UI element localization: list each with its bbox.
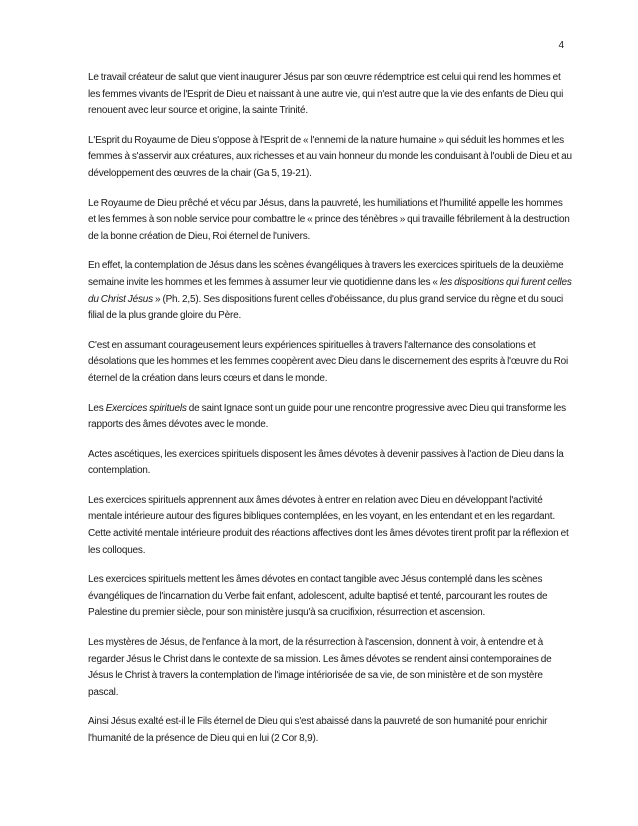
paragraph-text: Les exercices spirituels apprennent aux âmes dévotes à entrer en relation avec Dieu en développant l'activité mentale intérieure autour des figures bibliques contemplées, en les voyant, en les entendant et en les regardant. Cette activité mentale intérieure produit des réactions affectives dont les âmes dévotes tirent profit par la réflexion et les colloques. (88, 494, 569, 556)
paragraph-text: Les exercices spirituels mettent les âmes dévotes en contact tangible avec Jésus contemplé dans les scènes évangéliques de l'incarnation du Verbe fait enfant, adolescent, adulte baptisé et tenté, parcourant les routes de Palestine du premier siècle, pour son ministère jusqu'à sa crucifixion, résurrection et ascension. (88, 574, 548, 619)
paragraph-text: de saint Ignace sont un guide pour une rencontre progressive avec Dieu qui transforme les rapports des âmes dévotes avec le monde. (88, 402, 566, 431)
paragraph-text: Actes ascétiques, les exercices spirituels disposent les âmes dévotes à devenir passives à l'action de Dieu dans la contemplation. (88, 448, 564, 477)
paragraph-text: En effet, la contemplation de Jésus dans les scènes évangéliques à travers les exercices spirituels de la deuxième semaine invite les hommes et les femmes à assumer leur vie quotidienne dans les « (88, 260, 564, 288)
paragraph-text: C'est en assumant courageusement leurs expériences spirituelles à travers l'alternance des consolations et désolations que les hommes et les femmes coopèrent avec Dieu dans le discernement des esprits à l'œuvre du Roi éternel de la création dans leurs cœurs et dans le monde. (88, 339, 569, 384)
paragraph (88, 338, 572, 388)
paragraph (88, 493, 572, 559)
paragraph-text: » (Ph. 2,5). Ses dispositions furent celles d'obéissance, du plus grand service du règne et du souci filial de la plus grande gloire du Père. (88, 293, 564, 322)
paragraph (88, 572, 572, 622)
paragraph-text: L'Esprit du Royaume de Dieu s'oppose à l'Esprit de « l'ennemi de la nature humaine » qui séduit les hommes et les femmes à s'asservir aux créatures, aux richesses et au vain honneur du monde les conduisant à l'oubli de Dieu et au développement des œuvres de la chair (Ga 5, 19-21). (88, 134, 572, 179)
paragraph-text: Le Royaume de Dieu prêché et vécu par Jésus, dans la pauvreté, les humiliations et l'humilité appelle les hommes et les femmes à son noble service pour combattre le « prince des ténèbres » qui travaille fébrilement à la destruction de la bonne création de Dieu, Roi éternel de l'univers. (88, 197, 570, 242)
paragraph (88, 258, 572, 324)
body-text (88, 70, 572, 761)
paragraph-text: Ainsi Jésus exalté est-il le Fils éternel de Dieu qui s'est abaissé dans la pauvreté de son humanité pour enrichir l'humanité de la présence de Dieu qui en lui (2 Cor 8,9). (88, 716, 548, 744)
page-number: 4 (558, 40, 564, 51)
paragraph-text: Les mystères de Jésus, de l'enfance à la mort, de la résurrection à l'ascension, donnent à voir, à entendre et à regarder Jésus le Christ dans le contexte de sa mission. Les âmes dévotes se rendent ainsi contemporaines de Jésus le Christ à travers la contemplation de l'image intériorisée de sa vie, de son ministère et de son mystère pascal. (88, 637, 552, 698)
paragraph (88, 133, 572, 183)
paragraph (88, 714, 572, 747)
paragraph-text: Le travail créateur de salut que vient inaugurer Jésus par son œuvre rédemptrice est celui qui rend les hommes et les femmes vivants de l'Esprit de Dieu et naissant à une autre vie, qui n'est autre que la vie des enfants de Dieu qui renouent avec leur source et origine, la sainte Trinité. (88, 72, 564, 117)
paragraph (88, 401, 572, 434)
paragraph (88, 447, 572, 480)
paragraph-text: Les (88, 402, 106, 414)
paragraph (88, 635, 572, 701)
paragraph (88, 70, 572, 120)
paragraph (88, 196, 572, 246)
italic-title-text: les dispositions qui furent celles du Christ Jésus (88, 276, 572, 305)
italic-title-text: Exercices spirituels (105, 402, 187, 414)
